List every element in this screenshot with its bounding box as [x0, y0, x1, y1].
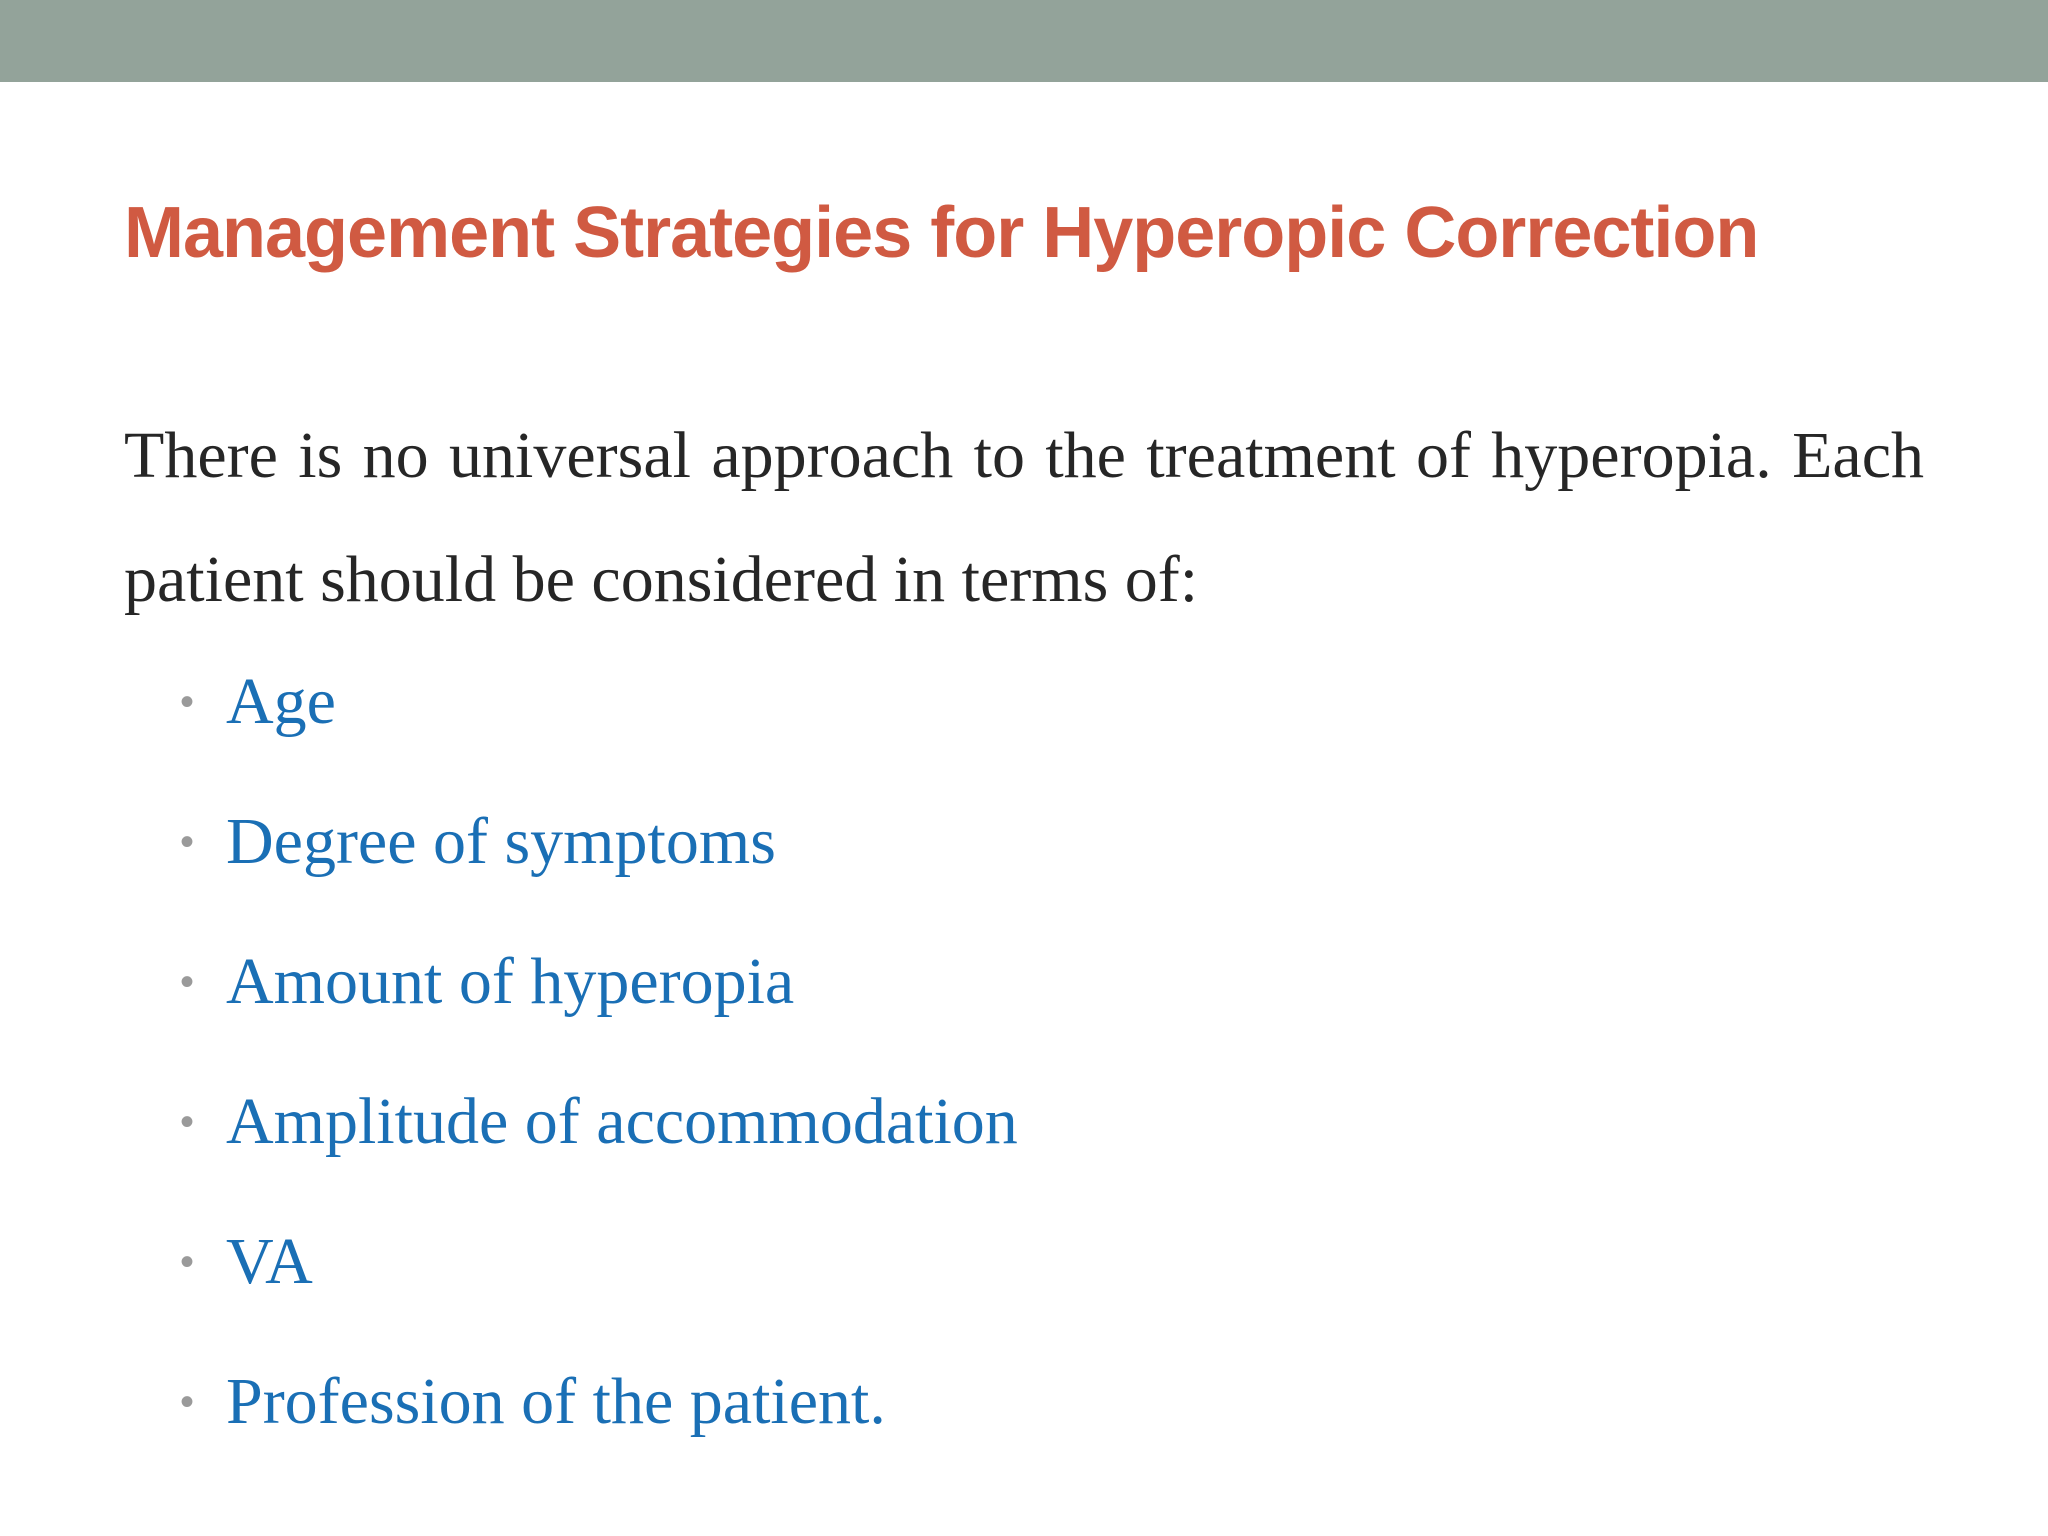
list-item [180, 926, 1018, 1066]
bullet-dot-icon: • [180, 1100, 195, 1144]
factor-profession: Profession of the patient. [226, 1365, 886, 1438]
list-item [180, 1346, 1018, 1486]
factor-va: VA [226, 1225, 313, 1298]
factor-amplitude-of-accommodation: Amplitude of accommodation [226, 1085, 1018, 1158]
list-item [180, 1206, 1018, 1346]
bullet-dot-icon: • [180, 1240, 195, 1284]
intro-paragraph: There is no universal approach to the treatment of hyperopia. Each patient should be considered in terms of: [124, 419, 1924, 616]
factor-amount-of-hyperopia: Amount of hyperopia [226, 945, 795, 1018]
top-color-band [0, 0, 2048, 82]
list-item [180, 1066, 1018, 1206]
bullet-dot-icon: • [180, 960, 195, 1004]
bullet-dot-icon: • [180, 680, 195, 724]
bullet-dot-icon: • [180, 1380, 195, 1424]
list-item [180, 786, 1018, 926]
list-item [180, 646, 1018, 786]
factor-degree-of-symptoms: Degree of symptoms [226, 805, 776, 878]
slide-title: Management Strategies for Hyperopic Correction [124, 193, 1759, 273]
factors-list [180, 646, 1018, 1486]
bullet-dot-icon: • [180, 820, 195, 864]
factor-age: Age [226, 665, 336, 738]
